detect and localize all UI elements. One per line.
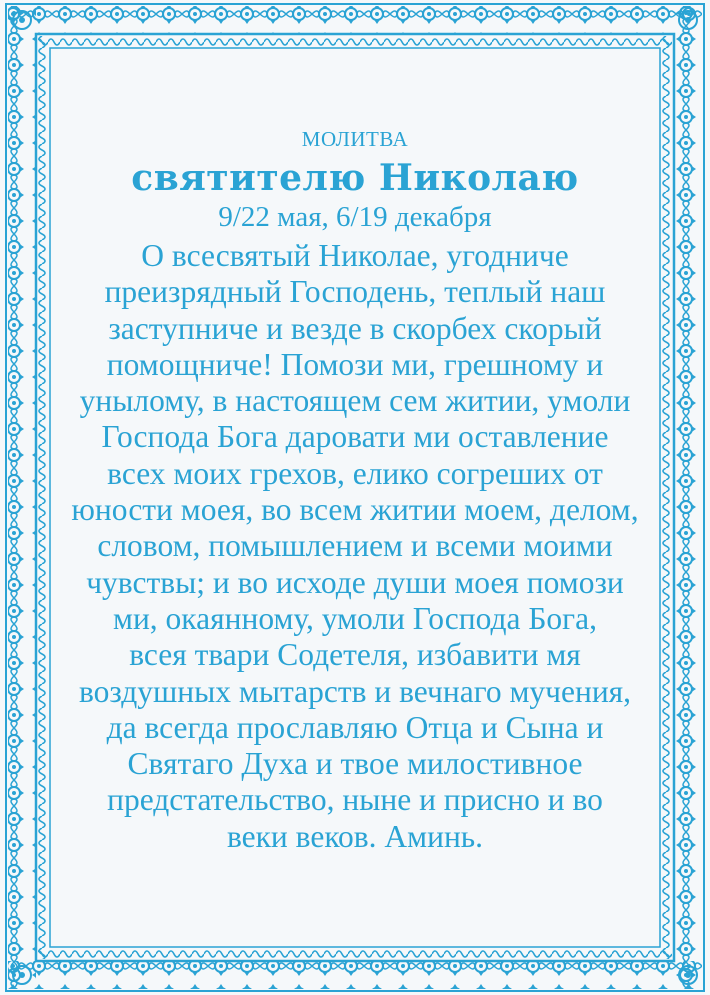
prayer-line: предстательство, ныне и присно и во	[107, 782, 603, 818]
prayer-line: Господа Бога даровати ми оставление	[101, 419, 609, 455]
prayer-line: заступниче и везде в скорбех скорый	[108, 310, 602, 346]
prayer-line: юности моея, во всем житии моем, делом,	[71, 492, 639, 528]
prayer-line: воздушных мытарств и вечнаго мучения,	[78, 673, 632, 709]
feast-dates: 9/22 мая, 6/19 декабря	[218, 201, 492, 233]
prayer-line: словом, помышлением и всеми моими	[97, 528, 613, 564]
prayer-line: чувствы; и во исходе души моея помози	[86, 564, 624, 600]
prayer-line: унылому, в настоящем сем житии, умоли	[79, 383, 631, 419]
prayer-text	[58, 238, 652, 855]
prayer-line: всех моих грехов, елико согреших от	[107, 455, 603, 491]
prayer-line: всея твари Содетеля, избавити мя	[129, 637, 581, 673]
prayer-content	[58, 118, 652, 855]
prayer-line: да всегда прославляю Отца и Сына и	[106, 709, 604, 745]
prayer-line: помощниче! Помози ми, грешному и	[106, 346, 604, 382]
document-title: святителю Николаю	[131, 157, 579, 199]
prayer-line: ми, окаянному, умоли Господа Бога,	[113, 600, 597, 636]
prayer-line: О всесвятый Николае, угодниче	[141, 238, 569, 273]
prayer-line: Святаго Духа и твое милостивное	[127, 746, 583, 782]
prayer-line: веки веков. Аминь.	[226, 818, 484, 854]
document-kind: МОЛИТВА	[301, 127, 409, 151]
prayer-line: преизрядный Господень, теплый наш	[104, 274, 606, 310]
